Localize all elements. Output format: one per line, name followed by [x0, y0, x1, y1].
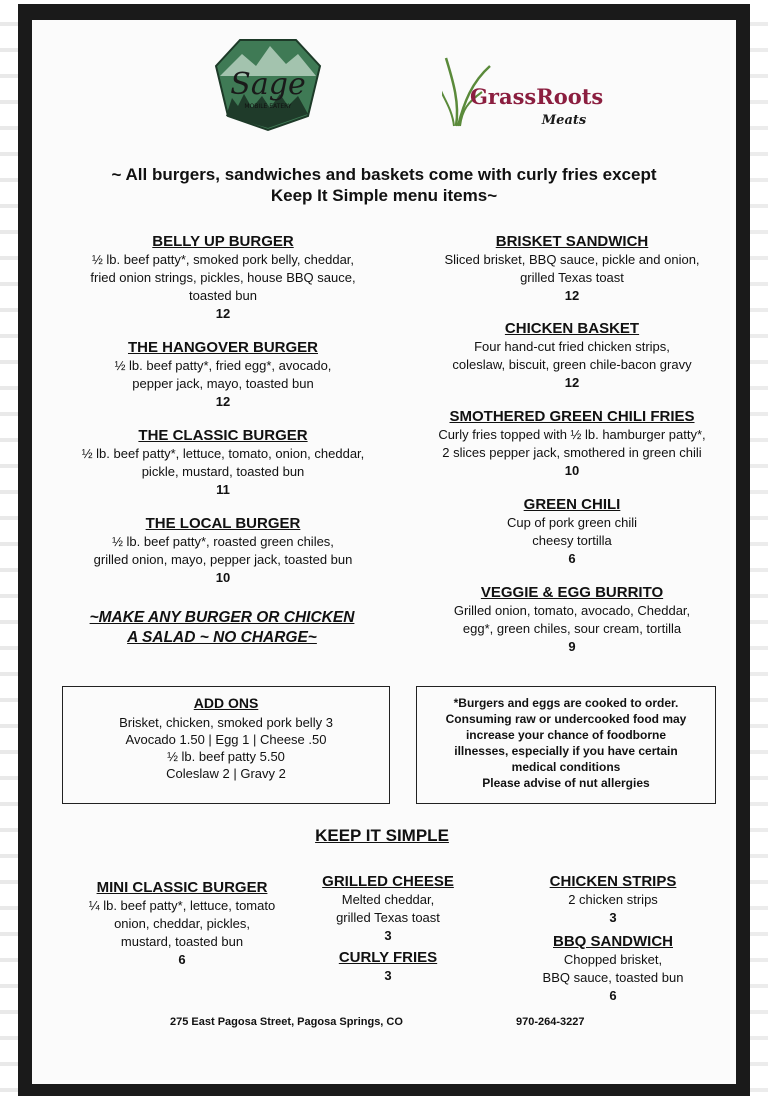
item-price: 3: [384, 968, 392, 983]
notice-line: Consuming raw or undercooked food may: [445, 712, 687, 726]
kis-item-mini-classic-burger: [52, 878, 312, 969]
item-desc: Melted cheddar,: [341, 892, 435, 907]
notice-line: *Burgers and eggs are cooked to order.: [453, 696, 679, 710]
item-desc: coleslaw, biscuit, green chile-bacon gravy: [452, 357, 692, 372]
item-desc: ½ lb. beef patty*, roasted green chiles,: [112, 534, 334, 549]
item-desc: toasted bun: [189, 288, 257, 303]
kis-item-curly-fries: [298, 948, 478, 985]
item-price: 12: [564, 375, 580, 390]
item-desc: Chopped brisket,: [563, 952, 663, 967]
item-desc: Curly fries topped with ½ lb. hamburger patty*,: [438, 427, 706, 442]
item-desc: ½ lb. beef patty*, lettuce, tomato, onion, cheddar,: [81, 446, 365, 461]
footer-address: 275 East Pagosa Street, Pagosa Springs, CO: [170, 1016, 403, 1028]
menu-item-brisket-sandwich: [422, 232, 722, 305]
addon-line: Coleslaw 2 | Gravy 2: [166, 766, 286, 781]
notice-line: medical conditions: [511, 760, 621, 774]
item-name: CURLY FRIES: [338, 949, 438, 966]
promo-line-2: A SALAD ~ NO CHARGE~: [127, 629, 317, 646]
item-desc: ½ lb. beef patty*, fried egg*, avocado,: [114, 358, 332, 373]
menu-item-classic-burger: [68, 426, 378, 499]
item-price: 12: [564, 288, 580, 303]
addons-title: ADD ONS: [193, 695, 259, 711]
food-safety-notice: [416, 686, 716, 804]
item-desc: Sliced brisket, BBQ sauce, pickle and onion,: [444, 252, 700, 267]
item-name: MINI CLASSIC BURGER: [96, 879, 268, 896]
item-desc: pepper jack, mayo, toasted bun: [132, 376, 314, 391]
item-desc: onion, cheddar, pickles,: [114, 916, 250, 931]
scan-edge-left: [0, 0, 18, 1109]
item-name: THE LOCAL BURGER: [145, 515, 301, 532]
menu-item-local-burger: [68, 514, 378, 587]
item-price: 6: [609, 988, 617, 1003]
item-desc: Grilled onion, tomato, avocado, Cheddar,: [453, 603, 691, 618]
menu-item-chicken-basket: [422, 319, 722, 392]
item-name: VEGGIE & EGG BURRITO: [480, 584, 664, 601]
promo-line-1: ~MAKE ANY BURGER OR CHICKEN: [89, 609, 355, 626]
scan-edge-right: [750, 0, 768, 1109]
item-desc: pickle, mustard, toasted bun: [141, 464, 305, 479]
item-desc: egg*, green chiles, sour cream, tortilla: [462, 621, 682, 636]
item-price: 12: [215, 306, 231, 321]
item-desc: grilled onion, mayo, pepper jack, toasted bun: [93, 552, 353, 567]
item-desc: Four hand-cut fried chicken strips,: [474, 339, 670, 354]
item-name: GRILLED CHEESE: [322, 873, 454, 890]
notice-line: Please advise of nut allergies: [482, 776, 650, 790]
addon-line: Brisket, chicken, smoked pork belly 3: [119, 715, 333, 730]
grassroots-logo-sub: Meats: [541, 113, 587, 128]
menu-item-belly-up-burger: [68, 232, 378, 323]
sage-logo-name: Sage: [230, 67, 306, 102]
grassroots-logo-name: GrassRoots: [470, 84, 604, 109]
footer-phone: 970-264-3227: [516, 1016, 585, 1028]
item-price: 10: [564, 463, 580, 478]
item-desc: cheesy tortilla: [532, 533, 612, 548]
item-desc: BBQ sauce, toasted bun: [542, 970, 684, 985]
intro-line-1: ~ All burgers, sandwiches and baskets come with curly fries except: [111, 165, 657, 184]
item-name: SMOTHERED GREEN CHILI FRIES: [449, 408, 695, 425]
addon-line: ½ lb. beef patty 5.50: [167, 749, 285, 764]
menu-item-hangover-burger: [68, 338, 378, 411]
menu-item-veggie-burrito: [422, 583, 722, 656]
item-price: 9: [568, 639, 576, 654]
item-desc: 2 chicken strips: [568, 892, 658, 907]
item-price: 11: [216, 482, 230, 497]
salad-promo: [72, 608, 372, 648]
sage-logo-tagline: MOBILE EATERY: [244, 103, 292, 110]
notice-line: increase your chance of foodborne: [465, 728, 667, 742]
item-desc: grilled Texas toast: [520, 270, 624, 285]
item-price: 3: [609, 910, 617, 925]
addons-box: [62, 686, 390, 804]
item-desc: fried onion strings, pickles, house BBQ sauce,: [90, 270, 356, 285]
menu-item-green-chili: [422, 495, 722, 568]
addon-line: Avocado 1.50 | Egg 1 | Cheese .50: [125, 732, 327, 747]
item-desc: ½ lb. beef patty*, smoked pork belly, cheddar,: [91, 252, 355, 267]
kis-item-bbq-sandwich: [508, 932, 718, 1005]
intro-note: [52, 164, 716, 206]
menu-page: [32, 20, 736, 1084]
sage-logo: [212, 36, 324, 132]
grassroots-logo: [442, 52, 612, 132]
notice-line: illnesses, especially if you have certain: [454, 744, 678, 758]
item-name: THE CLASSIC BURGER: [138, 427, 308, 444]
item-name: CHICKEN STRIPS: [549, 873, 677, 890]
item-name: BBQ SANDWICH: [553, 933, 673, 950]
menu-item-smothered-fries: [422, 407, 722, 480]
item-price: 6: [568, 551, 576, 566]
kis-item-chicken-strips: [508, 872, 718, 927]
item-price: 12: [215, 394, 231, 409]
item-price: 10: [215, 570, 231, 585]
item-price: 3: [384, 928, 392, 943]
item-desc: ¼ lb. beef patty*, lettuce, tomato: [88, 898, 276, 913]
item-name: CHICKEN BASKET: [504, 320, 640, 337]
item-price: 6: [178, 952, 186, 967]
kis-item-grilled-cheese: [298, 872, 478, 945]
item-desc: 2 slices pepper jack, smothered in green chili: [442, 445, 702, 460]
item-desc: Cup of pork green chili: [506, 515, 638, 530]
item-name: THE HANGOVER BURGER: [127, 339, 318, 356]
item-name: BRISKET SANDWICH: [495, 233, 649, 250]
keep-it-simple-title: KEEP IT SIMPLE: [315, 826, 449, 845]
item-desc: mustard, toasted bun: [120, 934, 244, 949]
intro-line-2: Keep It Simple menu items~: [270, 186, 498, 205]
item-desc: grilled Texas toast: [336, 910, 440, 925]
item-name: BELLY UP BURGER: [152, 233, 294, 250]
item-name: GREEN CHILI: [523, 496, 621, 513]
